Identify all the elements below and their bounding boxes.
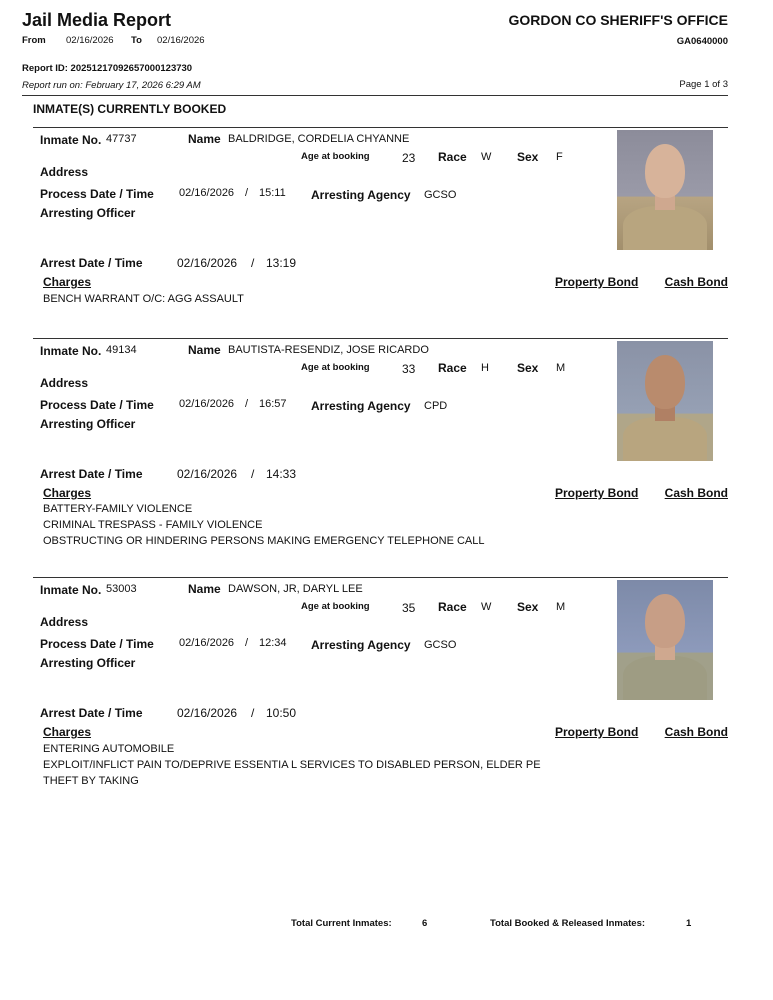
charge-item: EXPLOIT/INFLICT PAIN TO/DEPRIVE ESSENTIA L SERVICES TO DISABLED PERSON, ELDER PE xyxy=(43,759,541,771)
arresting-agency-label: Arresting Agency xyxy=(311,399,411,413)
process-time: 12:34 xyxy=(259,637,287,649)
agency-name: GORDON CO SHERIFF'S OFFICE xyxy=(508,12,728,28)
cash-bond-label: Cash Bond xyxy=(664,486,728,500)
charges-list xyxy=(43,292,553,306)
charges-label: Charges xyxy=(43,725,92,739)
race-label: Race xyxy=(438,600,467,614)
arresting-agency: GCSO xyxy=(424,639,457,651)
name-label: Name xyxy=(188,582,221,596)
charges-list xyxy=(43,502,553,548)
arrest-date: 02/16/2026 xyxy=(177,706,238,720)
inmate-photo xyxy=(617,130,713,250)
inmate-no-label: Inmate No. xyxy=(40,583,102,597)
age-label: Age at booking xyxy=(301,601,370,612)
property-bond-label: Property Bond xyxy=(555,275,639,289)
slash: / xyxy=(245,398,249,410)
slash: / xyxy=(251,706,255,720)
address-label: Address xyxy=(40,615,89,629)
charge-item: BATTERY-FAMILY VIOLENCE xyxy=(43,503,193,515)
to-date: 02/16/2026 xyxy=(157,35,205,46)
charges-label: Charges xyxy=(43,275,92,289)
property-bond-label: Property Bond xyxy=(555,486,639,500)
report-run: Report run on: February 17, 2026 6:29 AM xyxy=(22,80,201,91)
total-current-value: 6 xyxy=(422,918,428,929)
race-value: W xyxy=(481,151,492,163)
process-date-label: Process Date / Time xyxy=(40,187,154,201)
address-label: Address xyxy=(40,376,89,390)
race-label: Race xyxy=(438,150,467,164)
inmate-no: 47737 xyxy=(106,133,137,145)
header-divider xyxy=(22,95,728,96)
arresting-officer-label: Arresting Officer xyxy=(40,417,136,431)
process-time: 15:11 xyxy=(259,187,286,199)
arrest-time: 14:33 xyxy=(266,467,297,481)
report-id: Report ID: 20251217092657000123730 xyxy=(22,63,193,74)
inmate-record xyxy=(0,577,773,787)
property-bond-label: Property Bond xyxy=(555,725,639,739)
arresting-officer-label: Arresting Officer xyxy=(40,206,136,220)
inmate-no: 49134 xyxy=(106,344,137,356)
race-label: Race xyxy=(438,361,467,375)
inmate-name: DAWSON, JR, DARYL LEE xyxy=(228,583,363,595)
report-title: Jail Media Report xyxy=(22,10,172,30)
charge-item: CRIMINAL TRESPASS - FAMILY VIOLENCE xyxy=(43,519,263,531)
sex-value: M xyxy=(556,362,566,374)
inmate-photo xyxy=(617,341,713,461)
arrest-date-label: Arrest Date / Time xyxy=(40,467,143,481)
charge-item: OBSTRUCTING OR HINDERING PERSONS MAKING EMERGENCY TELEPHONE CALL xyxy=(43,535,485,547)
race-value: H xyxy=(481,362,489,374)
charges-list xyxy=(43,742,553,788)
slash: / xyxy=(245,637,249,649)
sex-label: Sex xyxy=(517,361,539,375)
sex-value: F xyxy=(556,151,563,163)
arrest-date: 02/16/2026 xyxy=(177,256,238,270)
ori-code: GA0640000 xyxy=(676,36,728,47)
page-number: Page 1 of 3 xyxy=(679,79,728,90)
charge-item: ENTERING AUTOMOBILE xyxy=(43,743,175,755)
record-divider xyxy=(33,338,728,339)
sex-value: M xyxy=(556,601,566,613)
age-label: Age at booking xyxy=(301,362,370,373)
total-booked-released-label: Total Booked & Released Inmates: xyxy=(490,918,646,929)
name-label: Name xyxy=(188,343,221,357)
arrest-date-label: Arrest Date / Time xyxy=(40,256,143,270)
address-label: Address xyxy=(40,165,89,179)
inmate-name: BALDRIDGE, CORDELIA CHYANNE xyxy=(228,133,410,145)
slash: / xyxy=(251,256,255,270)
process-date: 02/16/2026 xyxy=(179,187,235,199)
process-date: 02/16/2026 xyxy=(179,637,235,649)
arresting-agency-label: Arresting Agency xyxy=(311,188,411,202)
arresting-agency: GCSO xyxy=(424,189,457,201)
from-date: 02/16/2026 xyxy=(66,35,114,46)
arrest-date-label: Arrest Date / Time xyxy=(40,706,143,720)
record-divider xyxy=(33,127,728,128)
inmate-no: 53003 xyxy=(106,583,137,595)
process-time: 16:57 xyxy=(259,398,287,410)
to-label: To xyxy=(131,35,142,46)
total-booked-released-value: 1 xyxy=(686,918,692,929)
process-date: 02/16/2026 xyxy=(179,398,235,410)
inmate-record xyxy=(0,338,773,547)
process-date-label: Process Date / Time xyxy=(40,637,154,651)
inmate-photo xyxy=(617,580,713,700)
arrest-time: 13:19 xyxy=(266,256,297,270)
age-label: Age at booking xyxy=(301,151,370,162)
total-current-label: Total Current Inmates: xyxy=(291,918,392,929)
cash-bond-label: Cash Bond xyxy=(664,275,728,289)
arrest-date: 02/16/2026 xyxy=(177,467,238,481)
slash: / xyxy=(245,187,249,199)
age-value: 33 xyxy=(402,362,416,376)
charges-label: Charges xyxy=(43,486,92,500)
inmate-no-label: Inmate No. xyxy=(40,133,102,147)
inmate-record xyxy=(0,127,773,327)
record-divider xyxy=(33,577,728,578)
race-value: W xyxy=(481,601,492,613)
inmate-no-label: Inmate No. xyxy=(40,344,102,358)
process-date-label: Process Date / Time xyxy=(40,398,154,412)
age-value: 23 xyxy=(402,151,416,165)
arresting-agency: CPD xyxy=(424,400,448,412)
arrest-time: 10:50 xyxy=(266,706,297,720)
arresting-agency-label: Arresting Agency xyxy=(311,638,411,652)
age-value: 35 xyxy=(402,601,416,615)
slash: / xyxy=(251,467,255,481)
section-title: INMATE(S) CURRENTLY BOOKED xyxy=(33,102,227,116)
name-label: Name xyxy=(188,132,221,146)
cash-bond-label: Cash Bond xyxy=(664,725,728,739)
charge-item: THEFT BY TAKING xyxy=(43,775,139,787)
sex-label: Sex xyxy=(517,600,539,614)
inmate-name: BAUTISTA-RESENDIZ, JOSE RICARDO xyxy=(228,344,429,356)
charge-item: BENCH WARRANT O/C: AGG ASSAULT xyxy=(43,293,244,305)
from-label: From xyxy=(22,35,46,46)
arresting-officer-label: Arresting Officer xyxy=(40,656,136,670)
sex-label: Sex xyxy=(517,150,539,164)
